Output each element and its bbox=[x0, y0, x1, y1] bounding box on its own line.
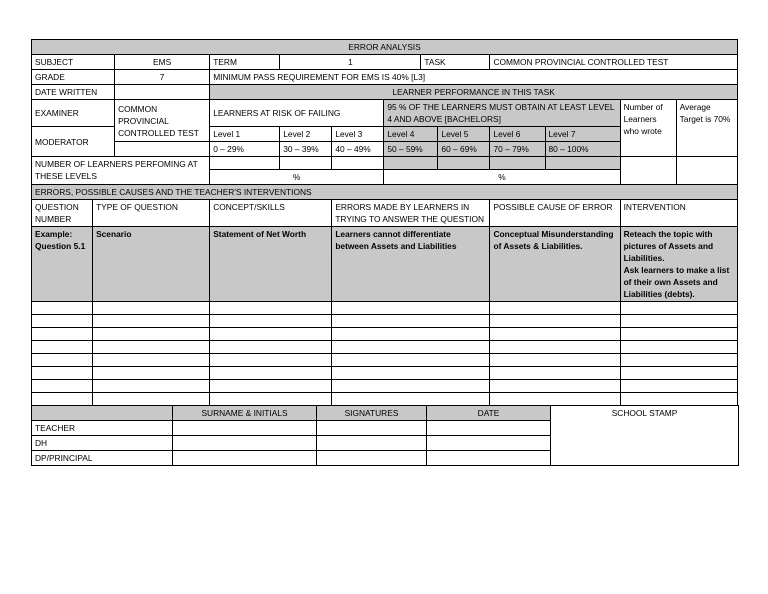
num-performing-label: NUMBER OF LEARNERS PERFOMING AT THESE LEVELS bbox=[32, 157, 210, 185]
target-percent: % bbox=[384, 170, 620, 185]
example-errors: Learners cannot differentiate between Assets and Liabilities bbox=[332, 227, 490, 302]
avg-target-value bbox=[676, 157, 737, 185]
moderator-label: MODERATOR bbox=[32, 127, 115, 157]
col-intervention: INTERVENTION bbox=[620, 200, 737, 227]
example-intervention bbox=[620, 227, 737, 302]
level-6-range: 70 – 79% bbox=[490, 142, 545, 157]
page-title: ERROR ANALYSIS bbox=[32, 40, 738, 55]
subject-label: SUBJECT bbox=[32, 55, 115, 70]
task-label: TASK bbox=[421, 55, 490, 70]
teacher-signature-field[interactable] bbox=[317, 421, 427, 436]
at-risk-percent: % bbox=[210, 170, 384, 185]
num-wrote-value bbox=[620, 157, 676, 185]
learner-performance-header: LEARNER PERFORMANCE IN THIS TASK bbox=[210, 85, 738, 100]
level-5-range: 60 – 69% bbox=[438, 142, 490, 157]
col-type-of-question: TYPE OF QUESTION bbox=[93, 200, 210, 227]
level-2-count bbox=[280, 157, 332, 170]
date-written-value bbox=[115, 85, 210, 100]
errors-section-header: ERRORS, POSSIBLE CAUSES AND THE TEACHER'S INTERVENTIONS bbox=[32, 185, 738, 200]
level-7-count bbox=[545, 157, 620, 170]
example-concept: Statement of Net Worth bbox=[210, 227, 332, 302]
principal-surname-field[interactable] bbox=[173, 451, 317, 466]
dh-date-field[interactable] bbox=[427, 436, 551, 451]
level-4-count bbox=[384, 157, 438, 170]
moderator-value bbox=[115, 142, 210, 157]
surname-initials-header: SURNAME & INITIALS bbox=[173, 406, 317, 421]
principal-signature-field[interactable] bbox=[317, 451, 427, 466]
dh-signature-field[interactable] bbox=[317, 436, 427, 451]
col-question-number: QUESTION NUMBER bbox=[32, 200, 93, 227]
table-row bbox=[32, 393, 738, 406]
table-row bbox=[32, 367, 738, 380]
table-row bbox=[32, 315, 738, 328]
example-question: Example: Question 5.1 bbox=[32, 227, 93, 302]
dh-label: DH bbox=[32, 436, 173, 451]
level-7-name: Level 7 bbox=[545, 127, 620, 142]
dh-surname-field[interactable] bbox=[173, 436, 317, 451]
grade-value: 7 bbox=[115, 70, 210, 85]
error-analysis-table bbox=[31, 39, 738, 406]
example-intervention-2: Ask learners to make a list of their own Assets and Liabilities (debts). bbox=[623, 265, 730, 299]
sign-header-blank bbox=[32, 406, 173, 421]
level-4-range: 50 – 59% bbox=[384, 142, 438, 157]
level-1-name: Level 1 bbox=[210, 127, 280, 142]
table-row bbox=[32, 380, 738, 393]
level-5-name: Level 5 bbox=[438, 127, 490, 142]
term-value: 1 bbox=[280, 55, 421, 70]
level-4-name: Level 4 bbox=[384, 127, 438, 142]
subject-value: EMS bbox=[115, 55, 210, 70]
examiner-label: EXAMINER bbox=[32, 100, 115, 127]
col-possible-cause: POSSIBLE CAUSE OF ERROR bbox=[490, 200, 620, 227]
level-3-range: 40 – 49% bbox=[332, 142, 384, 157]
date-written-label: DATE WRITTEN bbox=[32, 85, 115, 100]
task-value: COMMON PROVINCIAL CONTROLLED TEST bbox=[490, 55, 738, 70]
examiner-value: COMMON PROVINCIAL CONTROLLED TEST bbox=[115, 100, 210, 142]
level-6-name: Level 6 bbox=[490, 127, 545, 142]
table-row bbox=[32, 328, 738, 341]
teacher-date-field[interactable] bbox=[427, 421, 551, 436]
avg-target-label: Average Target is 70% bbox=[676, 100, 737, 157]
level-2-range: 30 – 39% bbox=[280, 142, 332, 157]
table-row bbox=[32, 302, 738, 315]
principal-date-field[interactable] bbox=[427, 451, 551, 466]
level-3-count bbox=[332, 157, 384, 170]
min-pass-requirement: MINIMUM PASS REQUIREMENT FOR EMS IS 40% [L3] bbox=[210, 70, 738, 85]
table-row bbox=[32, 354, 738, 367]
level-7-range: 80 – 100% bbox=[545, 142, 620, 157]
principal-label: DP/PRINCIPAL bbox=[32, 451, 173, 466]
num-wrote-label: Number of Learners who wrote bbox=[620, 100, 676, 157]
target-note: 95 % OF THE LEARNERS MUST OBTAIN AT LEAST LEVEL 4 AND ABOVE [BACHELORS] bbox=[384, 100, 620, 127]
level-3-name: Level 3 bbox=[332, 127, 384, 142]
term-label: TERM bbox=[210, 55, 280, 70]
teacher-label: TEACHER bbox=[32, 421, 173, 436]
signatures-header: SIGNATURES bbox=[317, 406, 427, 421]
level-1-range: 0 – 29% bbox=[210, 142, 280, 157]
school-stamp: SCHOOL STAMP bbox=[551, 406, 739, 466]
date-header: DATE bbox=[427, 406, 551, 421]
example-intervention-1: Reteach the topic with pictures of Assets and Liabilities. bbox=[623, 229, 714, 263]
grade-label: GRADE bbox=[32, 70, 115, 85]
level-6-count bbox=[490, 157, 545, 170]
teacher-surname-field[interactable] bbox=[173, 421, 317, 436]
signature-table bbox=[31, 405, 739, 466]
level-1-count bbox=[210, 157, 280, 170]
level-2-name: Level 2 bbox=[280, 127, 332, 142]
col-concept-skills: CONCEPT/SKILLS bbox=[210, 200, 332, 227]
example-cause: Conceptual Misunderstanding of Assets & Liabilities. bbox=[490, 227, 620, 302]
example-type: Scenario bbox=[93, 227, 210, 302]
at-risk-label: LEARNERS AT RISK OF FAILING bbox=[210, 100, 384, 127]
level-5-count bbox=[438, 157, 490, 170]
table-row bbox=[32, 341, 738, 354]
col-errors-made: ERRORS MADE BY LEARNERS IN TRYING TO ANSWER THE QUESTION bbox=[332, 200, 490, 227]
